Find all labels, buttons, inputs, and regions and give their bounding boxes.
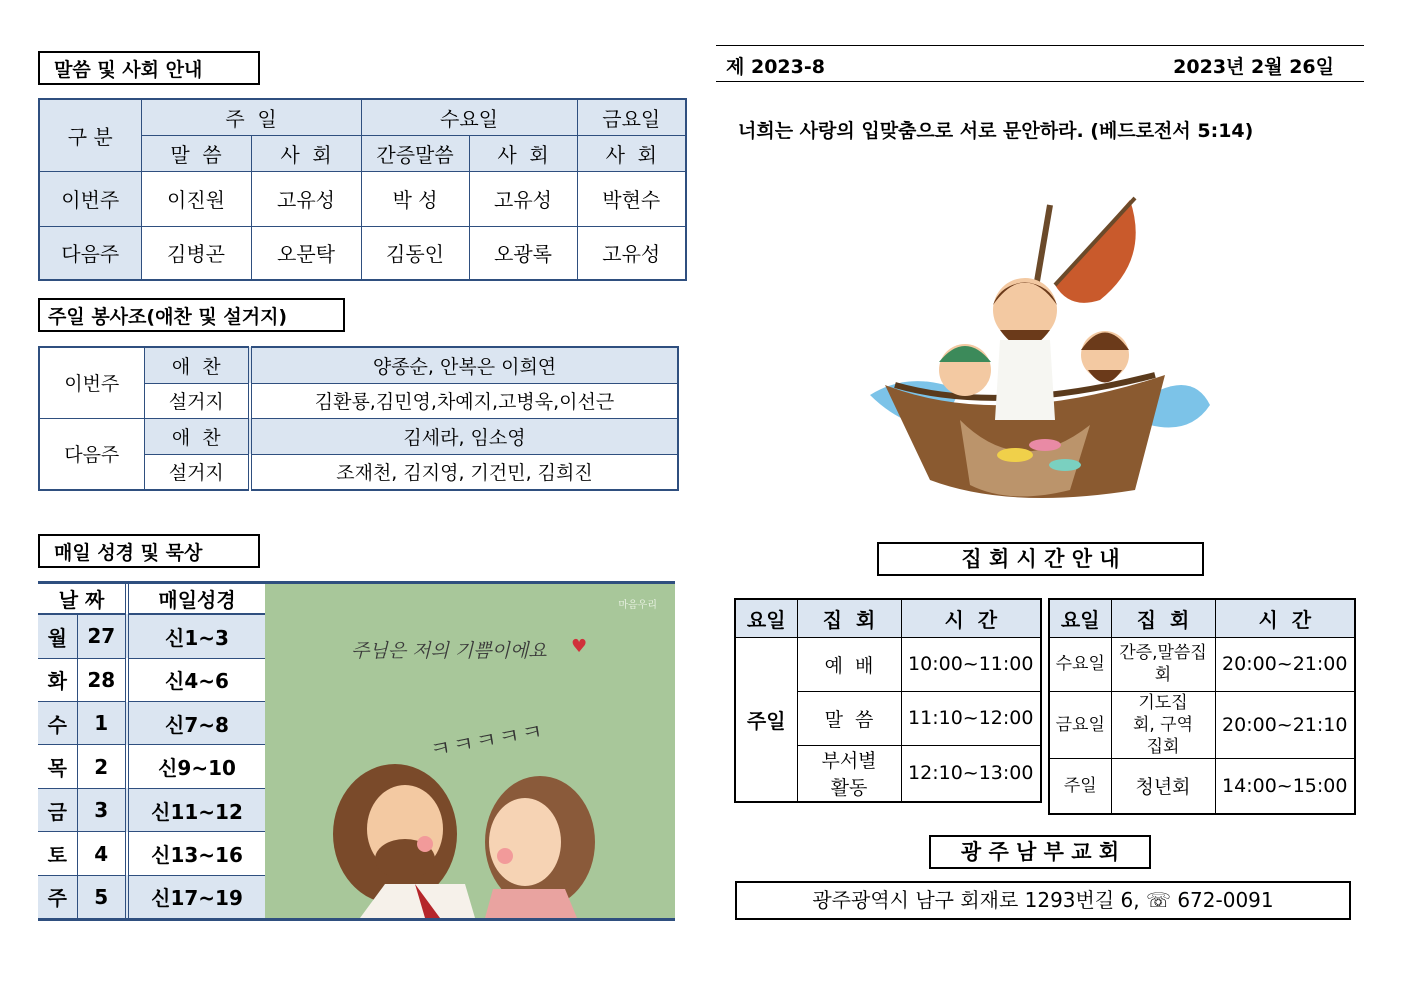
day-cell: 금요일 — [1049, 691, 1111, 758]
table-row — [1049, 691, 1355, 758]
table-cell: 오문탁 — [251, 226, 361, 280]
subheader: 사 회 — [469, 135, 577, 171]
col-header-meeting: 집 회 — [1111, 599, 1215, 637]
table-cell: 김병곤 — [141, 226, 251, 280]
table-row — [38, 745, 265, 788]
table-cell: 김동인 — [361, 226, 469, 280]
table-cell: 박현수 — [577, 171, 686, 226]
fishing-boat-illustration — [850, 190, 1220, 515]
group-header-friday: 금요일 — [577, 99, 686, 135]
role-label: 설거지 — [144, 454, 250, 490]
names-cell: 김환룡,김민영,차예지,고병욱,이선근 — [250, 383, 678, 418]
names-cell: 조재천, 김지영, 기건민, 김희진 — [250, 454, 678, 490]
reading: 신9~10 — [127, 745, 265, 788]
service-table — [38, 346, 679, 491]
table-row — [38, 702, 265, 745]
illustration-laugh: ㅋㅋㅋㅋㅋ — [428, 719, 547, 764]
church-address: 광주광역시 남구 회재로 1293번길 6, ☏ 672-0091 — [735, 881, 1351, 920]
table-cell: 고유성 — [251, 171, 361, 226]
weekday: 목 — [38, 745, 77, 788]
bulletin-header — [716, 45, 1364, 82]
table-cell: 오광록 — [469, 226, 577, 280]
day-cell: 주일 — [1049, 758, 1111, 814]
date: 2 — [77, 745, 127, 788]
weekday: 주 — [38, 875, 77, 918]
bible-section-title: 매일 성경 및 묵상 — [38, 534, 260, 568]
col-header-time: 시 간 — [1215, 599, 1355, 637]
sunday-meeting-table — [734, 598, 1042, 803]
reading: 신1~3 — [127, 614, 265, 658]
table-row — [39, 347, 678, 383]
date: 1 — [77, 702, 127, 745]
date: 28 — [77, 658, 127, 701]
role-label: 애 찬 — [144, 347, 250, 383]
meeting-cell: 말 씀 — [797, 691, 901, 745]
illustration-panel — [265, 584, 675, 918]
table-row — [39, 226, 686, 280]
meeting-cell: 기도집회, 구역집회 — [1111, 691, 1215, 758]
table-cell: 고유성 — [469, 171, 577, 226]
weekday: 화 — [38, 658, 77, 701]
bulletin-date: 2023년 2월 26일 — [1173, 56, 1334, 78]
col-header-day: 요일 — [735, 599, 797, 637]
weekday: 토 — [38, 832, 77, 875]
meeting-cell: 부서별 활동 — [797, 745, 901, 802]
heart-icon: ♥ — [571, 636, 588, 657]
col-header-time: 시 간 — [901, 599, 1041, 637]
table-row — [38, 832, 265, 875]
meeting-cell: 간증,말씀집회 — [1111, 637, 1215, 691]
scripture-verse: 너희는 사랑의 입맞춤으로 서로 문안하라. (베드로전서 5:14) — [738, 120, 1254, 142]
col-header-meeting: 집 회 — [797, 599, 901, 637]
week-label: 다음주 — [39, 418, 144, 490]
weekday: 금 — [38, 788, 77, 831]
reading: 신7~8 — [127, 702, 265, 745]
week-label: 이번주 — [39, 347, 144, 418]
jesus-and-woman-illustration — [265, 584, 675, 918]
daily-bible-table — [38, 584, 265, 918]
meeting-section-title: 집 회 시 간 안 내 — [877, 542, 1204, 576]
day-cell: 수요일 — [1049, 637, 1111, 691]
corner-label: 구 분 — [39, 99, 141, 171]
reading-header: 매일성경 — [127, 584, 265, 614]
sermon-schedule-table — [38, 98, 687, 281]
table-cell: 박 성 — [361, 171, 469, 226]
table-row — [38, 614, 265, 658]
date: 4 — [77, 832, 127, 875]
role-label: 애 찬 — [144, 418, 250, 454]
row-label: 이번주 — [39, 171, 141, 226]
reading: 신11~12 — [127, 788, 265, 831]
weekday-meeting-table — [1048, 598, 1356, 815]
group-header-wednesday: 수요일 — [361, 99, 577, 135]
church-name: 광 주 남 부 교 회 — [929, 835, 1151, 869]
illustration-watermark: 마음우리 — [618, 600, 657, 611]
time-cell: 12:10~13:00 — [901, 745, 1041, 802]
table-row — [1049, 758, 1355, 814]
subheader: 사 회 — [251, 135, 361, 171]
reading: 신17~19 — [127, 875, 265, 918]
meeting-cell: 예 배 — [797, 637, 901, 691]
table-row — [38, 788, 265, 831]
time-cell: 11:10~12:00 — [901, 691, 1041, 745]
date-header: 날 짜 — [38, 584, 127, 614]
names-cell: 김세라, 임소영 — [250, 418, 678, 454]
group-header-sunday: 주 일 — [141, 99, 361, 135]
table-row — [38, 658, 265, 701]
meeting-cell: 청년회 — [1111, 758, 1215, 814]
weekday: 수 — [38, 702, 77, 745]
time-cell: 20:00~21:00 — [1215, 637, 1355, 691]
reading: 신13~16 — [127, 832, 265, 875]
table-cell: 고유성 — [577, 226, 686, 280]
bible-block — [38, 581, 675, 921]
subheader: 사 회 — [577, 135, 686, 171]
col-header-day: 요일 — [1049, 599, 1111, 637]
subheader: 말 씀 — [141, 135, 251, 171]
row-label: 다음주 — [39, 226, 141, 280]
table-row — [39, 418, 678, 454]
day-cell: 주일 — [735, 637, 797, 802]
time-cell: 10:00~11:00 — [901, 637, 1041, 691]
table-row — [38, 875, 265, 918]
date: 27 — [77, 614, 127, 658]
table-row — [39, 171, 686, 226]
reading: 신4~6 — [127, 658, 265, 701]
table-cell: 이진원 — [141, 171, 251, 226]
subheader: 간증말씀 — [361, 135, 469, 171]
time-cell: 14:00~15:00 — [1215, 758, 1355, 814]
date: 3 — [77, 788, 127, 831]
date: 5 — [77, 875, 127, 918]
role-label: 설거지 — [144, 383, 250, 418]
service-section-title: 주일 봉사조(애찬 및 설거지) — [38, 298, 345, 332]
weekday: 월 — [38, 614, 77, 658]
table-row — [1049, 637, 1355, 691]
time-cell: 20:00~21:10 — [1215, 691, 1355, 758]
sermon-section-title: 말씀 및 사회 안내 — [38, 51, 260, 85]
issue-number: 제 2023-8 — [726, 56, 825, 78]
names-cell: 양종순, 안복은 이희연 — [250, 347, 678, 383]
illustration-caption: 주님은 저의 기쁨이에요 — [351, 640, 547, 662]
table-row — [735, 637, 1041, 691]
